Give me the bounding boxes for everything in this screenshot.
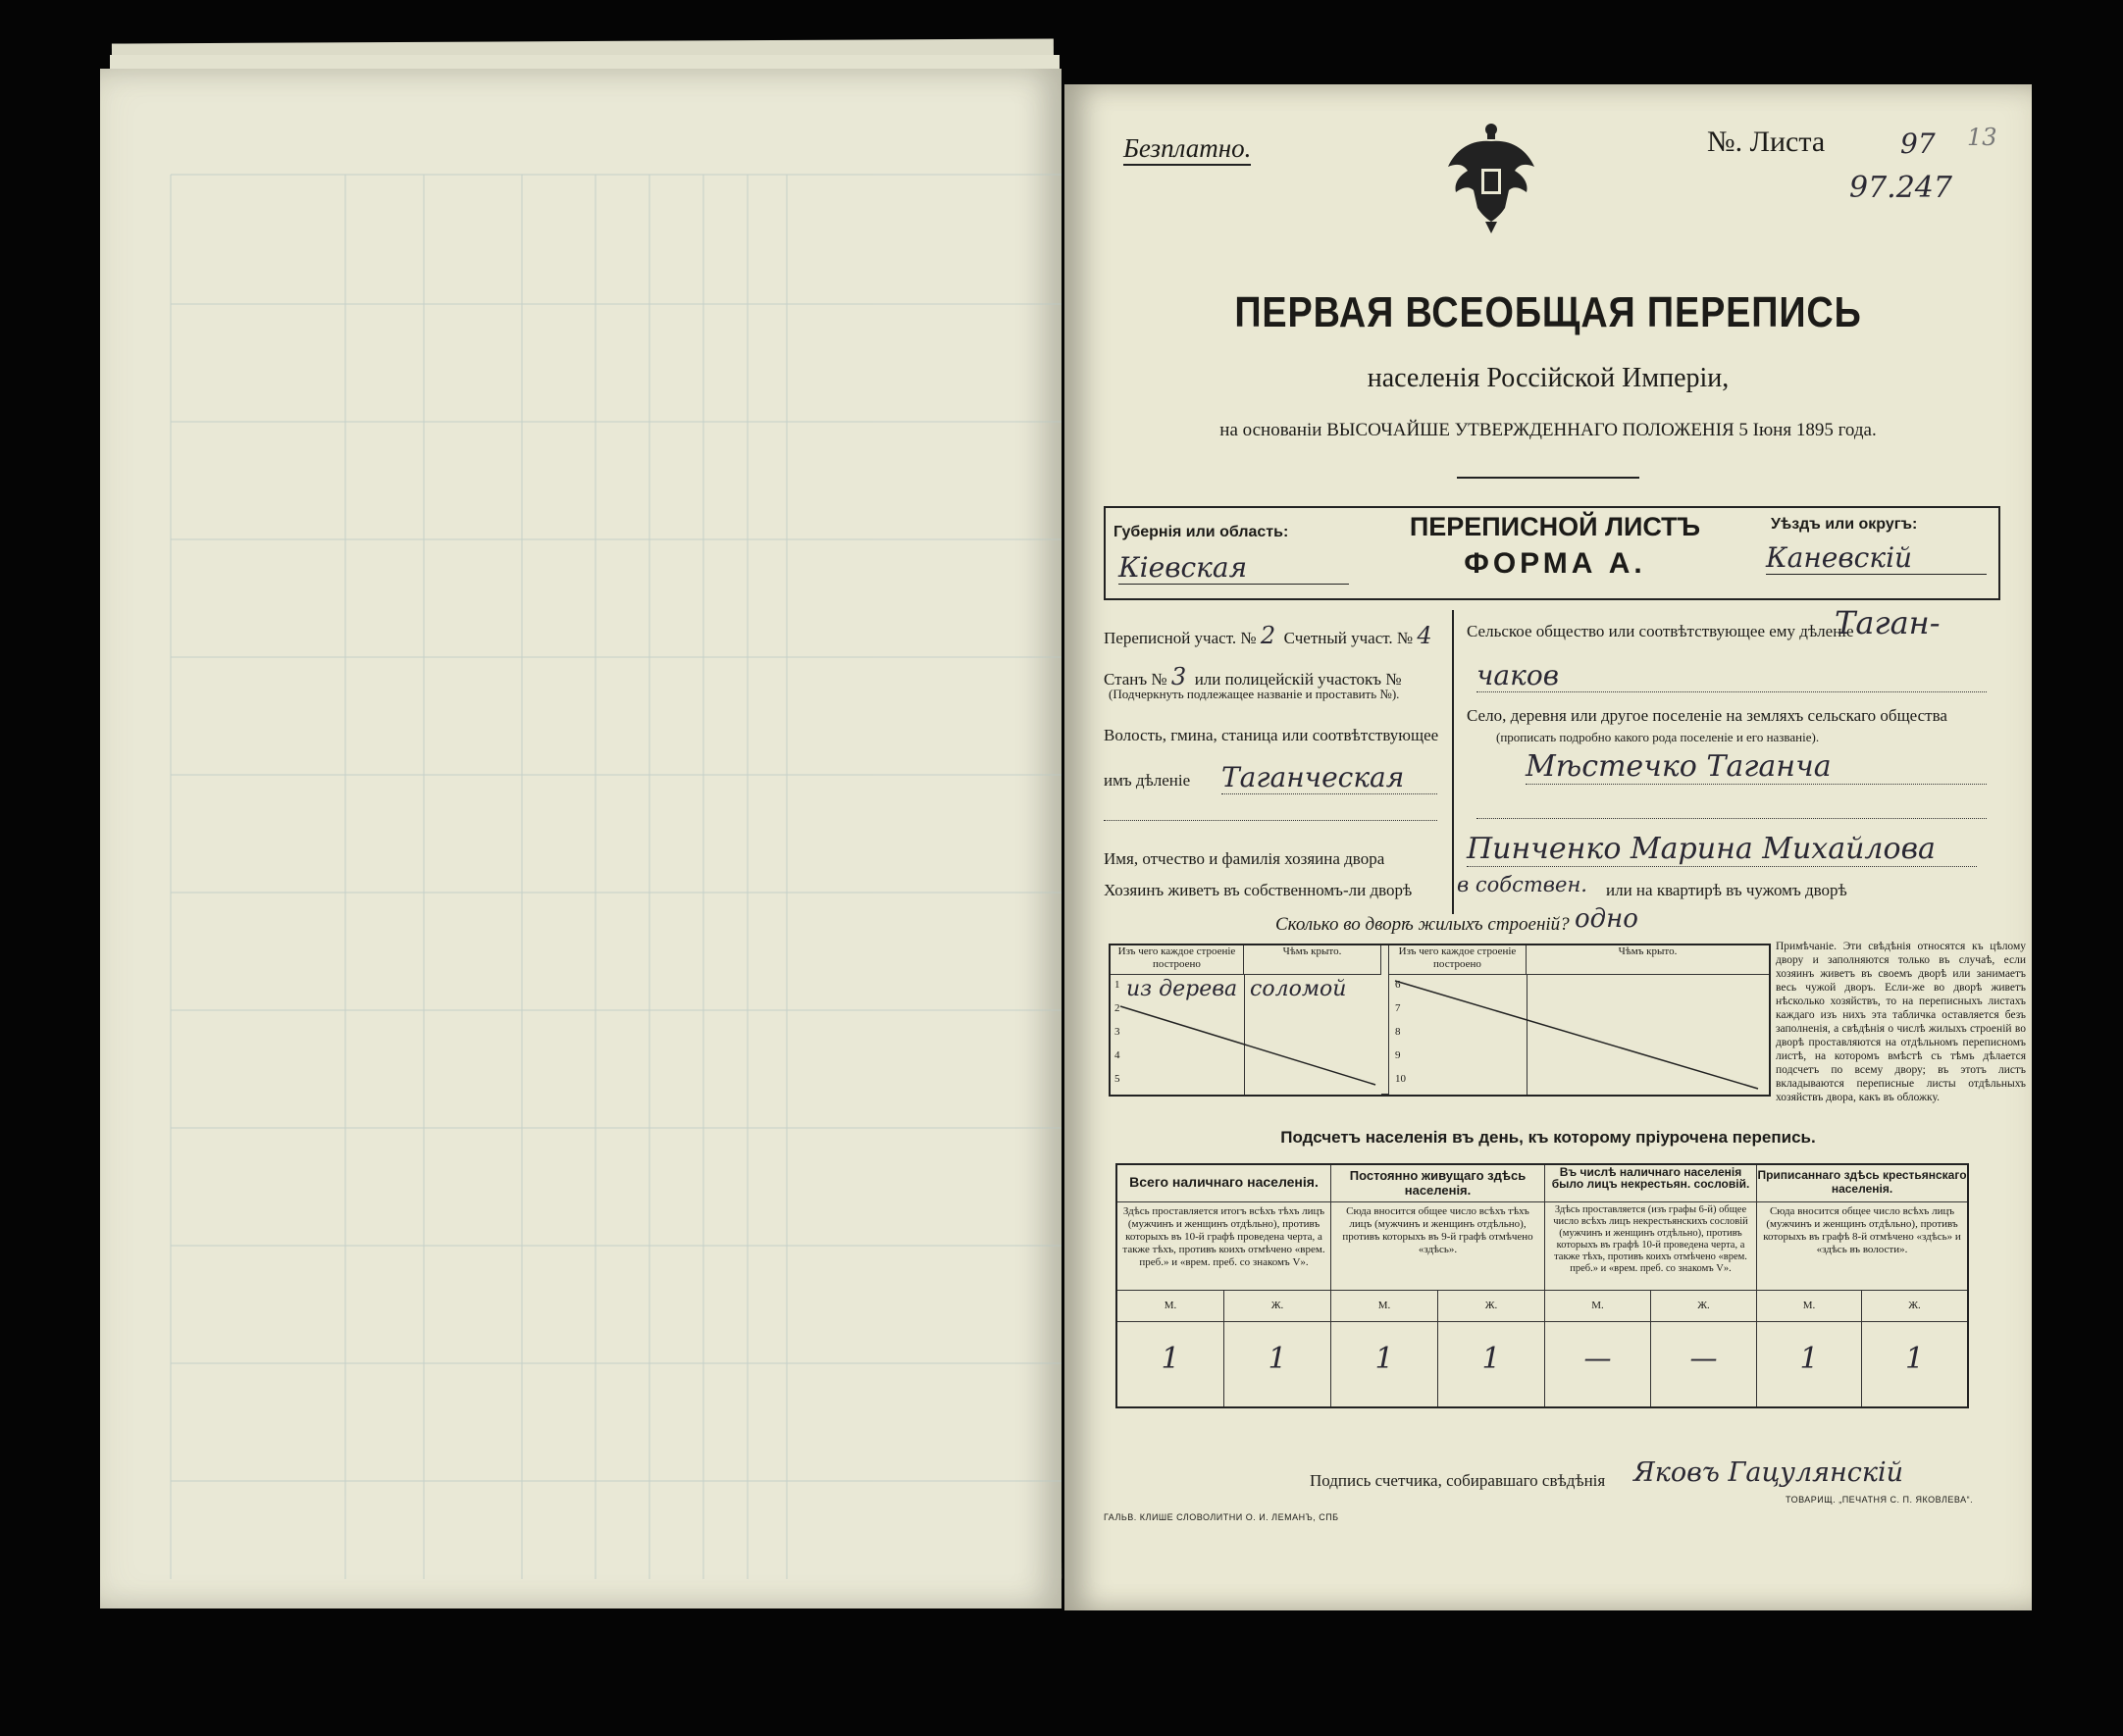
sheet-number-label: №. Листа xyxy=(1707,126,1826,158)
village-note: (прописать подробно какого рода поселеніе и его названіе). xyxy=(1496,730,1820,744)
printer-left: ГАЛЬВ. КЛИШЕ СЛОВОЛИТНИ О. И. ЛЕМАНЪ, СПБ xyxy=(1104,1512,1339,1522)
buildings-count-label: Сколько во дворѣ жилыхъ строеній? xyxy=(1275,914,1570,935)
count-col-2-f-value: 1 xyxy=(1438,1322,1545,1406)
buildings-col-roof-right: Чѣмъ крыто. xyxy=(1527,945,1769,975)
count-col-2-m-label: М. xyxy=(1331,1291,1438,1322)
owner-name-label: Имя, отчество и фамилія хозяина двора xyxy=(1104,849,1385,868)
signature-value: Яковъ Гацулянскій xyxy=(1633,1457,1904,1488)
buildings-row-2: 2 xyxy=(1114,1002,1120,1014)
buildings-col-material-left: Изъ чего каждое строеніе построено xyxy=(1111,945,1244,975)
sheet-number-note: 13 xyxy=(1967,124,1997,151)
buildings-row1-roof: соломой xyxy=(1250,977,1347,1001)
left-page-blank-grid xyxy=(100,69,1062,1608)
count-col-1-m-label: М. xyxy=(1117,1291,1224,1322)
count-col-4-m-label: М. xyxy=(1757,1291,1862,1322)
gubernia-label: Губернія или область: xyxy=(1113,524,1289,540)
buildings-row-10: 10 xyxy=(1395,1073,1406,1085)
ornament-divider xyxy=(1457,477,1639,479)
sheet-number-extra: 97.247 xyxy=(1849,171,1952,205)
signature-label: Подпись счетчика, собиравшаго свѣдѣнія xyxy=(1310,1471,1606,1490)
stan-value: 3 xyxy=(1170,663,1187,690)
count-col-2-desc: Сюда вносится общее число всѣхъ тѣхъ лицъ (мужчинъ и женщинъ отдѣльно), противъ которыхъ въ 9-й графѣ отмѣчено «здѣсь». xyxy=(1331,1202,1545,1291)
volost-value: Таганческая xyxy=(1221,761,1437,794)
village-value: Мѣстечко Таганча xyxy=(1526,749,1987,785)
society-value-2: чаков xyxy=(1476,659,1987,692)
count-col-1-f-label: Ж. xyxy=(1224,1291,1331,1322)
owner-name-value: Пинченко Марина Михайлова xyxy=(1467,832,1977,867)
count-col-1-desc: Здѣсь проставляется итогъ всѣхъ тѣхъ лицъ (мужчинъ и женщинъ отдѣльно), противъ которыхъ въ 10-й графѣ проведена черта, а также тѣхъ, противъ коихъ отмѣчено «врем. преб.» и «врем. преб. со знакомъ V». xyxy=(1117,1202,1331,1291)
buildings-row-5: 5 xyxy=(1114,1073,1120,1085)
count-col-1-f-value: 1 xyxy=(1224,1322,1331,1406)
buildings-table xyxy=(1109,944,1771,1097)
gubernia-value: Кіевская xyxy=(1118,551,1349,585)
volost-extra-line xyxy=(1104,820,1437,821)
count-col-3-f-value: — xyxy=(1651,1322,1757,1406)
census-district-field: Переписной участ. № 2 Счетный участ. № 4 xyxy=(1104,622,1432,649)
faint-ruled-grid xyxy=(100,69,1062,1608)
count-col-3-m-value: — xyxy=(1545,1322,1651,1406)
buildings-strike-lines xyxy=(1111,945,1769,1095)
count-col-4-m-value: 1 xyxy=(1757,1322,1862,1406)
volost-label: Волость, гмина, станица или соотвѣтствующее xyxy=(1104,726,1439,744)
census-district-value: 2 xyxy=(1260,622,1276,649)
buildings-row-8: 8 xyxy=(1395,1026,1401,1038)
printer-right: ТОВАРИЩ. „ПЕЧАТНЯ С. П. ЯКОВЛЕВА“. xyxy=(1786,1495,1974,1505)
society-value: Таган- xyxy=(1835,604,1941,641)
count-col-3-desc: Здѣсь проставляется (изъ графы 6-й) общее число всѣхъ лицъ некрестьянскихъ сословій (мужчинъ и женщинъ отдѣльно), противъ которыхъ въ графѣ 10-й проведена черта, а также тѣхъ, противъ коихъ отмѣчено «врем. преб.» и «врем. преб. со знакомъ V». xyxy=(1545,1202,1757,1291)
census-basis: на основаніи ВЫСОЧАЙШЕ УТВЕРЖДЕННАГО ПОЛОЖЕНІЯ 5 Іюня 1895 года. xyxy=(1219,420,1877,440)
volost-label-2: имъ дѣленіе xyxy=(1104,771,1191,790)
count-col-4-head: Приписаннаго здѣсь крестьянскаго населенія. xyxy=(1757,1165,1967,1202)
buildings-row-7: 7 xyxy=(1395,1002,1401,1014)
society-label: Сельское общество или соотвѣтствующее ему дѣленіе xyxy=(1467,622,1854,640)
buildings-row1-material: из дерева xyxy=(1126,977,1238,1001)
buildings-count-value: одно xyxy=(1575,904,1638,934)
count-col-3-f-label: Ж. xyxy=(1651,1291,1757,1322)
count-table xyxy=(1115,1163,1969,1408)
count-section-title: Подсчетъ населенія въ день, къ которому пріурочена перепись. xyxy=(1280,1128,1816,1147)
count-col-4-desc: Сюда вносится общее число всѣхъ лицъ (мужчинъ и женщинъ отдѣльно), противъ которыхъ въ графѣ 8-й отмѣчено «здѣсь» и «здѣсь въ волости». xyxy=(1757,1202,1967,1291)
uezd-label: Уѣздъ или округъ: xyxy=(1771,516,1918,533)
owner-lives-value: в собствен. xyxy=(1457,873,1587,896)
village-label: Село, деревня или другое поселеніе на земляхъ сельскаго общества xyxy=(1467,706,1947,725)
count-col-3-m-label: М. xyxy=(1545,1291,1651,1322)
census-title: ПЕРВАЯ ВСЕОБЩАЯ ПЕРЕПИСЬ xyxy=(1234,288,1862,336)
count-col-1-m-value: 1 xyxy=(1117,1322,1224,1406)
buildings-row-3: 3 xyxy=(1114,1026,1120,1038)
uezd-value: Каневскій xyxy=(1766,541,1987,575)
count-col-3-head: Въ числѣ наличнаго населенія было лицъ некрестьян. сословій. xyxy=(1545,1165,1757,1202)
census-form-page xyxy=(1064,84,2032,1610)
buildings-row-9: 9 xyxy=(1395,1049,1401,1061)
count-col-2-m-value: 1 xyxy=(1331,1322,1438,1406)
census-subtitle: населенія Россійской Имперіи, xyxy=(1367,363,1730,393)
owner-lives-label: Хозяинъ живетъ въ собственномъ-ли дворѣ xyxy=(1104,881,1413,899)
count-col-1-head: Всего наличнаго населенія. xyxy=(1117,1165,1331,1202)
count-col-2-head: Постоянно живущаго здѣсь населенія. xyxy=(1331,1165,1545,1202)
village-extra-line xyxy=(1476,818,1987,819)
buildings-col-roof-left: Чѣмъ крыто. xyxy=(1244,945,1381,975)
count-col-4-f-value: 1 xyxy=(1904,1342,1925,1376)
free-label: Безплатно. xyxy=(1123,133,1251,166)
count-col-2-f-label: Ж. xyxy=(1438,1291,1545,1322)
form-title: ПЕРЕПИСНОЙ ЛИСТЪ xyxy=(1409,512,1701,541)
buildings-row-6: 6 xyxy=(1395,979,1401,991)
owner-lives-label-2: или на квартирѣ въ чужомъ дворѣ xyxy=(1606,881,1847,899)
buildings-row-1: 1 xyxy=(1114,979,1120,991)
buildings-row-4: 4 xyxy=(1114,1049,1120,1061)
stan-field: Станъ № 3 или полицейскій участокъ № xyxy=(1104,663,1402,690)
fields-separator xyxy=(1452,610,1454,914)
form-name: ФОРМА А. xyxy=(1464,547,1646,580)
police-note: (Подчеркнуть подлежащее названіе и проставить №). xyxy=(1109,687,1400,701)
count-col-4-f-label: Ж. xyxy=(1862,1291,1967,1322)
buildings-col-material-right: Изъ чего каждое строеніе построено xyxy=(1389,945,1527,975)
count-district-value: 4 xyxy=(1417,622,1432,649)
buildings-note: Примѣчаніе. Эти свѣдѣнія относятся къ цѣлому двору и заполняются только въ случаѣ, если хозяинъ живетъ въ своемъ дворѣ или занимаетъ весь чужой дворъ. Если-же во дворѣ живетъ нѣсколько хозяйствъ, то на переписныхъ листахъ каждаго изъ нихъ эта табличка оставляется безъ заполненія, а свѣдѣнія о числѣ жилыхъ строеній во дворѣ проставляются на отдѣльномъ переписномъ листѣ, на которомъ вмѣстѣ съ тѣмъ дѣлается подсчетъ по всему двору; въ этотъ листъ вкладываются переписные листы отдѣльныхъ хозяйствъ двора, какъ въ обложку. xyxy=(1776,941,2026,1103)
sheet-number-value: 97 xyxy=(1900,128,1936,160)
imperial-eagle-icon xyxy=(1442,120,1540,237)
